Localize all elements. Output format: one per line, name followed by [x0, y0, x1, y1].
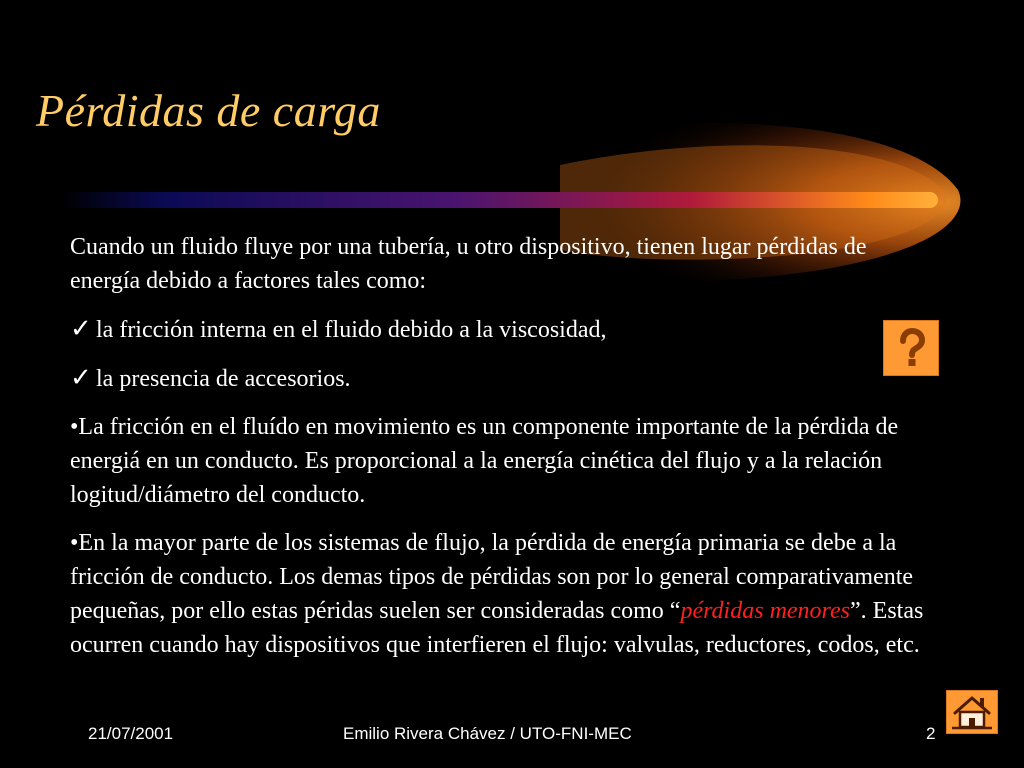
slide-content: [70, 230, 940, 662]
bullet-text-after: ”. Estas ocurren cuando hay dispositivos que interfieren el flujo: valvulas, reductores, codos, etc.: [70, 598, 924, 658]
page-number: 2: [926, 724, 936, 743]
highlight-minor-losses: pérdidas menores: [680, 598, 850, 624]
check-item: [70, 312, 940, 347]
slide-title: Pérdidas de carga: [36, 85, 381, 136]
footer-date: 21/07/2001: [88, 724, 174, 743]
check-mark-icon: ✓: [70, 363, 92, 393]
check-mark-icon: ✓: [70, 314, 92, 344]
bullet-paragraph-friction: •La fricción en el fluído en movimiento es un componente importante de la pérdida de energiá en un conducto. Es proporcional a la energía cinética del flujo y a la relación logitud/diámetro del conducto.: [70, 414, 899, 508]
question-mark-icon: [884, 321, 938, 375]
footer-author: Emilio Rivera Chávez / UTO-FNI-MEC: [343, 724, 632, 743]
home-icon: [947, 691, 997, 733]
bullet-paragraph-minor-losses: [70, 526, 940, 662]
bullet-text-before: •En la mayor parte de los sistemas de flujo, la pérdida de energía primaria se debe a la fricción de conducto. Los demas tipos de pérdidas son por lo general comparativamente pequeñas, por ello estas péridas suelen ser consideradas como “: [70, 530, 914, 624]
intro-paragraph: Cuando un fluido fluye por una tubería, u otro dispositivo, tienen lugar pérdidas de energía debido a factores tales como:: [70, 234, 867, 294]
home-button[interactable]: [946, 690, 998, 734]
check-item-text: la fricción interna en el fluido debido a la viscosidad,: [96, 317, 607, 343]
check-item: [70, 361, 940, 396]
help-button[interactable]: [883, 320, 939, 376]
check-item-text: la presencia de accesorios.: [96, 366, 351, 392]
